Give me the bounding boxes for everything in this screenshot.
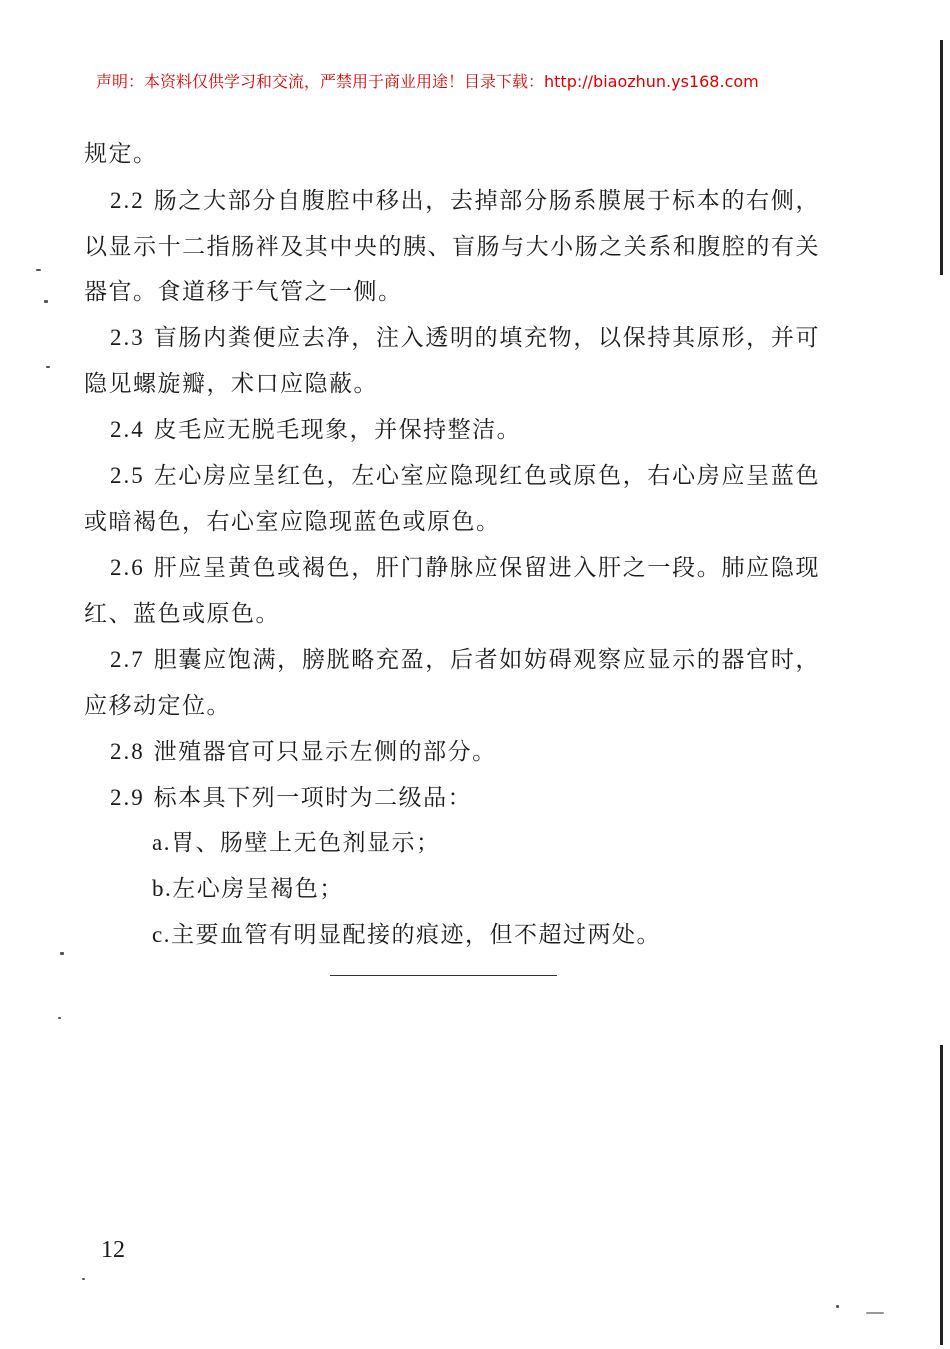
clause-number: 2.7 xyxy=(110,647,145,672)
clause-number: 2.4 xyxy=(110,417,145,442)
clause-number: 2.6 xyxy=(110,555,145,580)
clause-text: 皮毛应无脱毛现象，并保持整洁。 xyxy=(153,417,522,443)
item-label: c. xyxy=(152,922,171,947)
clause-text: 左心房应呈红色，左心室应隐现红色或原色，右心房应呈蓝色或暗褐色，右心室应隐现蓝色或原色。 xyxy=(84,463,821,535)
list-item-b xyxy=(152,866,812,912)
clause-text: 肝应呈黄色或褐色，肝门静脉应保留进入肝之一段。肺应隐现红、蓝色或原色。 xyxy=(84,555,821,627)
clause-text: 标本具下列一项时为二级品： xyxy=(153,785,473,811)
clause-text: 泄殖器官可只显示左侧的部分。 xyxy=(153,739,497,765)
scan-speck xyxy=(36,269,41,271)
scan-speck xyxy=(82,1278,85,1280)
item-text: 胃、肠壁上无色剂显示； xyxy=(170,830,441,856)
end-rule xyxy=(330,975,557,976)
disclaimer-text: 声明：本资料仅供学习和交流，严禁用于商业用途！目录下载： xyxy=(96,72,545,91)
clause-2-2 xyxy=(84,178,820,316)
clause-number: 2.8 xyxy=(110,739,145,764)
paragraph-continuation: 规定。 xyxy=(84,141,158,167)
clause-number: 2.2 xyxy=(110,188,145,213)
clause-number: 2.5 xyxy=(110,463,145,488)
clause-text: 胆囊应饱满，膀胱略充盈，后者如妨碍观察应显示的器官时，应移动定位。 xyxy=(84,647,821,719)
scan-speck xyxy=(60,952,64,955)
clause-number: 2.3 xyxy=(110,325,145,350)
clause-2-5 xyxy=(84,453,820,545)
item-label: a. xyxy=(152,830,171,855)
scan-edge-mark xyxy=(940,1045,943,1345)
item-label: b. xyxy=(152,876,173,901)
clause-2-8 xyxy=(84,729,820,776)
item-text: 主要血管有明显配接的痕迹，但不超过两处。 xyxy=(170,922,661,948)
list-item-a xyxy=(152,820,812,866)
item-text: 左心房呈褐色； xyxy=(172,876,344,902)
scan-edge-mark xyxy=(940,40,943,275)
disclaimer-notice xyxy=(96,71,896,93)
scan-speck xyxy=(46,366,50,368)
clause-2-4 xyxy=(84,407,820,454)
clause-2-7 xyxy=(84,637,820,729)
clause-number: 2.9 xyxy=(110,785,145,810)
list-item-c xyxy=(152,912,812,958)
clause-text: 盲肠内粪便应去净，注入透明的填充物，以保持其原形，并可隐见螺旋瓣，术口应隐蔽。 xyxy=(84,325,821,397)
page-number: 12 xyxy=(101,1237,125,1263)
clause-text: 肠之大部分自腹腔中移出，去掉部分肠系膜展于标本的右侧，以显示十二指肠袢及其中央的胰、盲肠与大小肠之关系和腹腔的有关器官。食道移于气管之一侧。 xyxy=(84,188,821,305)
scan-speck xyxy=(836,1305,839,1308)
scan-speck xyxy=(58,1017,61,1019)
scan-speck xyxy=(44,300,48,303)
download-link[interactable]: http://biaozhun.ys168.com xyxy=(544,72,759,91)
clause-2-9 xyxy=(84,775,820,822)
clause-2-6 xyxy=(84,545,820,637)
clause-2-3 xyxy=(84,315,820,407)
scan-speck xyxy=(866,1312,884,1314)
